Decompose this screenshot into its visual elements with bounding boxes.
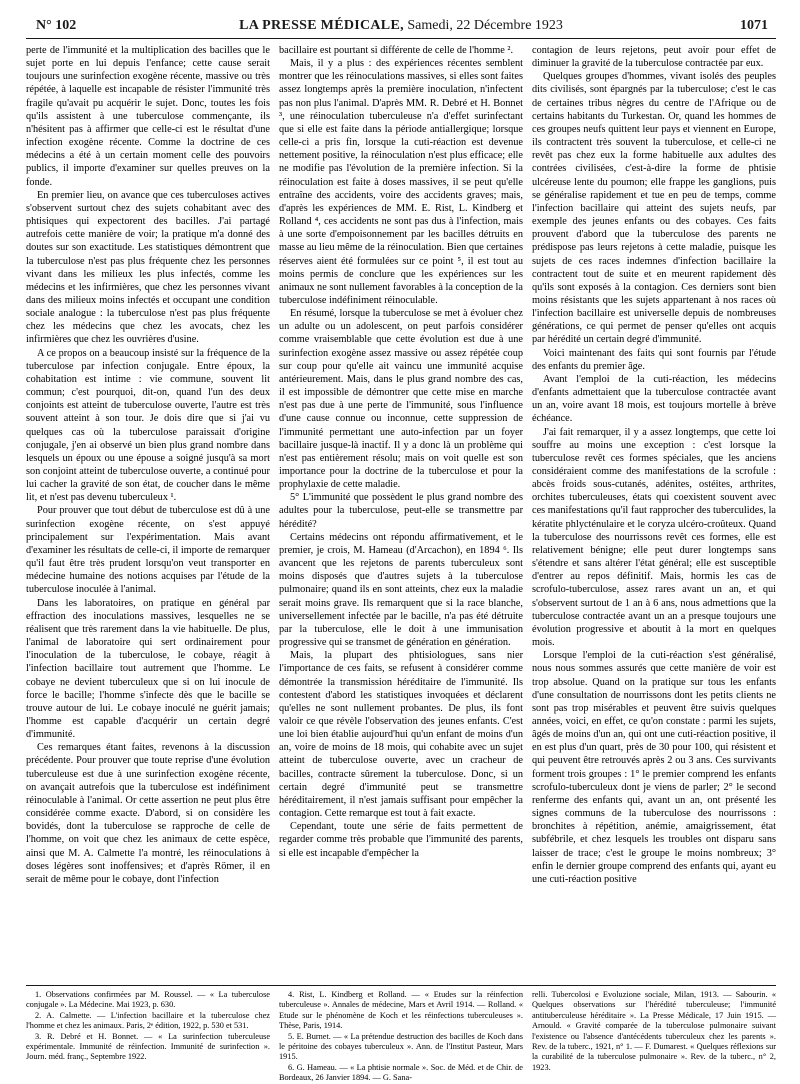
footnote: 2. A. Calmette. — L'infection bacillaire et la tuberculose chez l'homme et chez les animaux. Paris, 2ᵉ édition, 1922, p. 530 et 531. xyxy=(26,1010,270,1031)
column-middle xyxy=(279,44,523,974)
paragraph: Dans les laboratoires, on pratique en général par effraction des inoculations massives, lesquelles ne se réalisent que très rarement dans la vie habituelle. De plus, l'animal de laboratoire qui sert ordinairement pour l'inoculation de la tuberculose, le cobaye, réagit à l'infection bacillaire tout autrement que l'homme. Le cobaye ne devient tuberculeux que si on lui inocule de force le bacille; l'homme s'infecte dès que le bacille se trouve autour de lui. Le cobaye inoculé ne guérit jamais; l'homme est capable d'acquérir un certain degré d'immunité. xyxy=(26,597,270,741)
footnote-rule xyxy=(26,985,776,986)
paragraph: 5° L'immunité que possèdent le plus grand nombre des adultes pour la tuberculose, peut-elle se transmettre par hérédité? xyxy=(279,492,523,530)
paragraph: Voici maintenant des faits qui sont fournis par l'étude des enfants du premier âge. xyxy=(532,347,776,372)
footnote: 3. R. Debré et H. Bonnet. — « La surinfection tuberculeuse expérimentale. Immunité de réinfection. Immunité de surinfection ». Journ. méd. franç., Septembre 1922. xyxy=(26,1031,270,1062)
paragraph: Lorsque l'emploi de la cuti-réaction s'est généralisé, nous nous sommes assurés que cette manière de voir est trop absolue. Quand on la pratique sur tous les enfants d'une consultation de nourrissons dont les petits clients ne sont pas trop misérables et peuvent être suivis quelques années, voici, en effet, ce qu'on constate : parmi les sujets, âgés de moins d'un an, qui ont une cuti-réaction positive, il en est plus d'un quart, près de 30 pour 100, qui résistent et qui peuvent être retrouvés après 2 ou 3 ans. Ces survivants forment trois groupes : 1° le premier comprend les enfants scrofulo-tuberculeux dont je viens de parler; 2° le second renferme des enfants qui, avant un an, ont présenté les signes communs de la tuberculose des nourrissons : bronchites à répétition, anémie, amaigrissement, état subfébrile, et chez lesquels les troubles ont disparu sans laisser de trace; c'est le groupe le moins nombreux; 3° enfin le dernier groupe comprend des enfants qui, ayant eu une cuti-réaction positive xyxy=(532,650,776,885)
paragraph: Quelques groupes d'hommes, vivant isolés des peuples dits civilisés, sont épargnés par la tuberculose; c'est le cas de certaines tribus nègres du centre de l'Afrique ou de certains habitants du Turkestan. Or, quand les hommes de ces groupes neufs quittent leur pays et viennent en Europe, ils contractent très souvent la tuberculose, et celle-ci ne revêt pas chez eux la forme habituelle aux adultes des contrées civilisées, c'est-à-dire la forme de phtisie ulcéreuse lente du poumon; elle frappe les ganglions, puis se généralise rapidement et tue en peu de temps, comme l'infection bacillaire qui atteint des sujets neufs, par exemple des jeunes enfants ou des cobayes. Ces faits prouvent d'abord que la tuberculose des parents ne prédispose pas leurs rejetons à cette maladie, puisque les sujets de ces races indemnes d'infection bacillaire la contractent tout de suite et en meurent rapidement dès qu'ils sont exposés à la contagion. Ces derniers sont bien moins résistants que les sujets appartenant à nos races où l'infection bacillaire est universelle depuis de nombreuses générations, ce qui permet de penser qu'elles ont acquis par hérédité un certain degré d'immunité. xyxy=(532,71,776,346)
paragraph: En premier lieu, on avance que ces tuberculoses actives s'observent surtout chez des sujets cohabitant avec des phtisiques qui expectorent des bacilles. J'ai partagé autrefois cette manière de voir; la pratique m'a donné des doutes sur son exactitude. Les statistiques démontrent que la tuberculose n'est pas plus fréquente chez les personnes vivant dans les milieux les plus infectés, comme les médecins et les infirmières, que chez les personnes vivant dans des milieux moins infectés et occupant une condition sociale analogue : la tuberculose n'est pas plus fréquente chez les médecins que chez les avocats, chez les infirmières que chez les ouvrières d'usine. xyxy=(26,189,270,346)
paragraph: Certains médecins ont répondu affirmativement, et le premier, je crois, M. Hameau (d'Arcachon), en 1894 ⁶. Ils avancent que les rejetons de parents tuberculeux sont moins disposés que d'autres sujets à la tuberculose pulmonaire; quand ils en sont atteints, chez eux la maladie serait moins grave. Ils remarquent que si la race blanche, universellement infectée par le bacille, n'a pas été détruite par la tuberculose, elle le doit à une immunisation progressive qui se transmet de génération en génération. xyxy=(279,531,523,649)
page-number: 1071 xyxy=(740,18,768,33)
footnote: 4. Rist, L. Kindberg et Rolland. — « Etudes sur la réinfection tuberculeuse ». Annales de médecine, Mars et Avril 1914. — Rolland. « Etude sur le phénomène de Koch et les réinfections tuberculeuses ». Thèse, Paris, 1914. xyxy=(279,990,523,1031)
running-header xyxy=(26,18,776,39)
header-title xyxy=(26,18,776,34)
issue-number: N° 102 xyxy=(36,18,77,33)
footnote-column-left xyxy=(26,990,270,1076)
footnote: 5. E. Burnet. — « La prétendue destruction des bacilles de Koch dans le péritoine des cobayes tuberculeux ». Ann. de l'Institut Pasteur, Mars 1915. xyxy=(279,1031,523,1062)
paragraph: Mais, il y a plus : des expériences récentes semblent montrer que les réinoculations massives, si elles sont faites assez longtemps après la première inoculation, n'infectent pas non plus l'animal. D'après MM. R. Debré et H. Bonnet ³, une réinoculation tuberculeuse n'a d'effet surinfectant que si elle est faite dans la période antiallergique; lorsque celle-ci a pris fin, lorsque la cuti-réaction est devenue nettement positive, la réinoculation n'est plus efficace; elle ne modifie pas l'évolution de la première infection. Si la réinoculation est faite à doses massives, il se peut qu'elle entraîne des accidents, voire des accidents graves; mais, d'après les expériences de MM. E. Rist, L. Kindberg et Rolland ⁴, ces accidents ne sont pas dus à l'infection, mais à une sorte d'empoisonnement par les bacilles détruits en masse au lieu même de la réinoculation. Bien que certaines réserves aient été formulées sur ce point ⁵, il est tout au moins permis de conclure que les expériences sur les animaux ne sont nullement favorables à la conception de la tuberculose indéfiniment réinoculable. xyxy=(279,58,523,306)
paragraph: Mais, la plupart des phtisiologues, sans nier l'importance de ces faits, se refusent à considérer comme démontrée la transmission héréditaire de l'immunité. Ils contestent d'abord les statistiques invoquées et déclarent qu'elles ne sont nullement probantes. De plus, ils font valoir ce que révèle l'observation des jeunes enfants. C'est une loi bien établie aujourd'hui qu'un enfant de moins d'un an, voire de moins de 18 mois, qui cohabite avec un sujet atteint de tuberculose ouverte, avec un cracheur de bacilles, contracte sûrement la tuberculose. Donc, si un certain degré d'immunité peut se transmettre héréditairement, il n'est jamais suffisant pour empêcher la contagion. Cette remarque est tout à fait exacte. xyxy=(279,650,523,820)
footnote: 1. Observations confirmées par M. Roussel. — « La tuberculose conjugale ». La Médecine. Mai 1923, p. 630. xyxy=(26,990,270,1010)
footnote: 6. G. Hameau. — « La phtisie normale ». Soc. de Méd. et de Chir. de Bordeaux, 26 Janvier 1894. — G. Sana- xyxy=(279,1062,523,1083)
paragraph: Pour prouver que tout début de tuberculose est dû à une surinfection exogène récente, on s'est appuyé principalement sur l'expérimentation. Mais avant d'examiner les résultats de celle-ci, il importe de remarquer qu'il faut être très prudent lorsqu'on veut transporter en médecine humaine des notions acquises par l'étude de la tuberculose inoculée à l'animal. xyxy=(26,505,271,596)
paragraph: bacillaire est pourtant si différente de celle de l'homme ². xyxy=(279,45,514,56)
column-left xyxy=(26,44,270,974)
journal-name: LA PRESSE MÉDICALE, xyxy=(239,18,404,33)
column-right xyxy=(532,44,776,974)
article-columns xyxy=(26,44,776,974)
paragraph: Cependant, toute une série de faits permettent de regarder comme très probable que l'immunité des parents, si elle est incapable d'empêcher la xyxy=(279,821,523,859)
paragraph: Ces remarques étant faites, revenons à la discussion précédente. Pour prouver que toute reprise d'une évolution tuberculeuse est due à une surinfection exogène récente, on avançait autrefois que la tuberculose est indéfiniment réinoculable à l'animal. Or cette assertion ne peut plus être considérée comme exacte. D'abord, si on considère les bovidés, dont la tuberculose se rapproche de celle de l'homme, on voit que chez les animaux de cette espèce, ainsi que M. A. Calmette l'a montré, les réinoculations à doses légères sont inoffensives; et d'après Römer, il en serait de même pour le cobaye, dont l'infection xyxy=(26,742,270,885)
issue-date: Samedi, 22 Décembre 1923 xyxy=(403,18,563,33)
footnote-column-right xyxy=(532,990,776,1076)
footnote-column-middle xyxy=(279,990,523,1083)
footnotes xyxy=(26,990,776,1083)
paragraph: A ce propos on a beaucoup insisté sur la fréquence de la tuberculose par infection conjugale. Entre époux, la cohabitation est intime : vie commune, souvent lit commun; c'est pourquoi, dit-on, quand l'un des deux conjoints est atteint de tuberculose ouverte, l'autre est très souvent atteint à son tour. Je dois dire que si j'ai vu quelques cas où la tuberculose paraissait d'origine conjugale, j'en ai observé un bien plus grand nombre dans lesquels un époux ou une épouse a soigné jusqu'à sa mort son conjoint atteint de tuberculose ouverte, a continué pour lui cacher la gravité de son état, de coucher dans le même lit, et n'est pas devenu tuberculeux ¹. xyxy=(26,347,270,504)
paragraph: Avant l'emploi de la cuti-réaction, les médecins d'enfants admettaient que la tuberculose contractée avant un an, voire avant 18 mois, est toujours mortelle à brève échéance. xyxy=(532,373,776,425)
paragraph: perte de l'immunité et la multiplication des bacilles que le sujet porte en lui depuis l'enfance; cette cause serait toujours une surinfection exogène récente, massive ou très répétée, à laquelle est incapable de résister l'immunité très fragile qu'avait pu acquérir le sujet. Donc, toutes les fois qu'ils assistent à une tuberculose commençante, ils n'hésitent pas à affirmer que celle-ci est le résultat d'une infection exogène récente. Comme la doctrine de ces médecins a été à un certain moment celle des pouvoirs publics, il importe d'examiner sur quelles preuves on la fonde. xyxy=(26,45,270,188)
paragraph: contagion de leurs rejetons, peut avoir pour effet de diminuer la gravité de la tuberculose contractée par eux. xyxy=(532,45,776,70)
paragraph: J'ai fait remarquer, il y a assez longtemps, que cette loi souffre au moins une exception : c'est lorsque la tuberculose revêt ces formes spéciales, que les anciens considéraient comme des manifestations de la scrofule : abcès froids sous-cutanés, adénites, ostéites, arthrites, orchites tuberculeuses, états qui coexistent souvent avec ces manifestations qu'il faut rapprocher des tuberculides, la kératite phlycténulaire et le coryza ulcéro-croûteux. Quand la tuberculose des nourrissons revêt ces formes, elle est relativement bénigne; elle peut durer longtemps sans s'étendre et sans altérer l'état général; elle est susceptible d'entrer au repos définitif. Mais, hormis les cas de scrofulo-tuberculose, assez rares avant un an, et qui s'observent surtout de 1 an à 6 ans, nous admettions que la tuberculose contractée avant un an a presque toujours une évolution progressive et aboutit à la mort en quelques mois. xyxy=(532,426,776,649)
paragraph: En résumé, lorsque la tuberculose se met à évoluer chez un adulte ou un adolescent, on peut parfois considérer comme vraisemblable que cette évolution est due à une surinfection exogène assez massive ou assez répétée coup sur coup pour qu'elle ait vaincu une immunité acquise antérieurement. Mais, dans le plus grand nombre des cas, il est impossible de démontrer que cette mise en marche n'est pas due à une perte de l'immunité, sous l'influence d'une cause connue ou inconnue, cette suppression de l'immunité permettant une auto-infection par un foyer bacillaire jusque-là inactif. Il y a donc là un problème qui n'est pas entièrement résolu; mais on voit quelle est son importance pour la doctrine de la tuberculose et pour la prophylaxie de cette maladie. xyxy=(279,308,523,491)
footnote: relli. Tubercolosi e Evoluzione sociale, Milan, 1913. — Sabourin. « Quelques observations sur l'hérédité tuberculeuse; l'immunité antituberculeuse héréditaire ». La Presse Médicale, 17 Juin 1915. — Arnould. « Gravité comparée de la tuberculose pulmonaire suivant l'existence ou l'absence d'antécédents tuberculeux chez les parents ». Rev. de la tuberc., 1921, n° 1. — F. Dumarest. « Quelques réflexions sur la curabilité de la tuberculose pulmonaire ». Rev. de la tuberc., n° 2, 1923. xyxy=(532,990,776,1072)
